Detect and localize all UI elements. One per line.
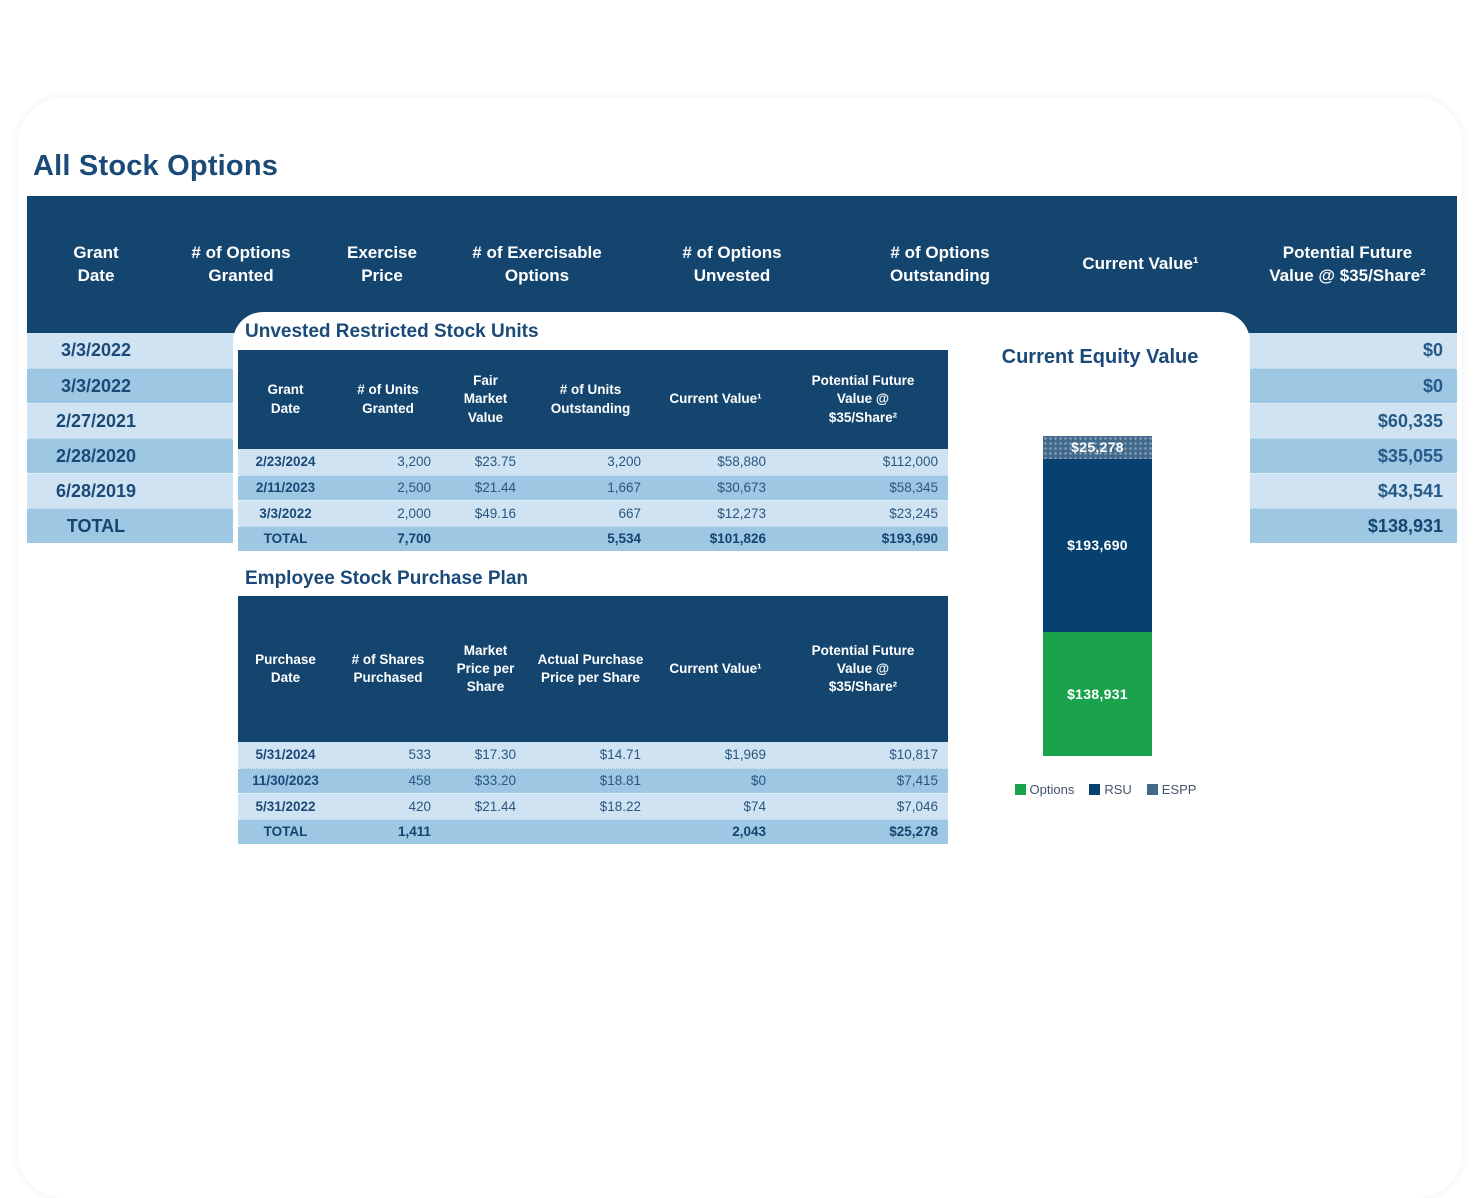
segment-label-rsu: $193,690 [1067,537,1128,554]
column-header-units-granted: # of Units Granted [357,382,419,416]
column-header-grant-date: Grant Date [267,382,304,416]
grant-date-cell: 3/3/2022 [60,375,132,396]
bar-segment-rsu [1043,459,1152,632]
potential-future-value-cell: $60,335 [1377,410,1443,431]
grant-date-cell: 6/28/2019 [55,480,137,501]
column-header-current-value: Current Value¹ [1082,254,1199,274]
table-row: 2/23/2024 3,200 $23.75 3,200 $58,880 $112,000 [238,449,948,475]
segment-label-options: $138,931 [1067,685,1128,702]
table-row: 11/30/2023 458 $33.20 $18.81 $0 $7,415 [238,768,948,794]
column-header-current-value: Current Value¹ [669,660,762,676]
legend-label: ESPP [1161,782,1197,797]
column-header-current-value: Current Value¹ [669,391,762,407]
legend-label: Options [1029,782,1075,797]
column-header-options-outstanding: # of Options Outstanding [889,242,991,285]
legend-item-rsu [1089,782,1131,797]
column-header-grant-date: Grant Date [73,242,119,285]
legend-swatch-espp [1147,784,1158,795]
table-row: 5/31/2022 420 $21.44 $18.22 $74 $7,046 [238,793,948,819]
grant-date-cell: 3/3/2022 [60,340,132,360]
rsu-section-title: Unvested Restricted Stock Units [245,321,539,342]
potential-future-value-cell: $35,055 [1377,445,1443,466]
chart-legend [998,782,1213,797]
espp-table [238,596,948,844]
column-header-shares-purchased: # of Shares Purchased [351,651,425,685]
table-row: 3/3/2022 2,000 $49.16 667 $12,273 $23,245 [238,500,948,526]
espp-section-title: Employee Stock Purchase Plan [245,568,529,589]
page-title: All Stock Options [33,150,279,182]
legend-label: RSU [1104,782,1132,797]
column-header-exercise-price: Exercise Price [347,242,417,285]
legend-item-espp [1147,782,1197,797]
column-header-market-price: Market Price per Share [456,642,515,695]
column-header-purchase-date: Purchase Date [255,651,316,685]
grant-date-cell: 2/28/2020 [55,445,137,466]
bar-segment-options [1043,632,1152,756]
chart-title: Current Equity Value [1001,346,1199,368]
column-header-units-outstanding: # of Units Outstanding [550,382,631,416]
grant-date-cell: 2/27/2021 [55,410,137,431]
column-header-potential-future-value: Potential Future Value @ $35/Share² [811,373,915,425]
column-header-potential-future-value: Potential Future Value @ $35/Share² [811,642,915,695]
table-row: 2/11/2023 2,500 $21.44 1,667 $30,673 $58,345 [238,475,948,501]
total-potential-future-value: $138,931 [1367,515,1443,536]
table-row: 5/31/2024 533 $17.30 $14.71 $1,969 $10,817 [238,742,948,768]
segment-label-espp: $25,278 [1071,439,1124,456]
legend-swatch-rsu [1089,784,1100,795]
table-total-row: TOTAL 7,700 5,534 $101,826 $193,690 [238,526,948,552]
total-label: TOTAL [66,515,126,536]
table-total-row: TOTAL 1,411 2,043 $25,278 [238,819,948,845]
column-header-actual-purchase-price: Actual Purchase Price per Share [537,651,644,685]
potential-future-value-cell: $0 [1422,340,1443,360]
column-header-potential-future-value: Potential Future Value @ $35/Share² [1269,242,1426,285]
current-equity-value-stacked-bar [1043,436,1152,756]
rsu-table [238,350,948,551]
column-header-options-granted: # of Options Granted [191,242,291,285]
column-header-fair-market-value: Fair Market Value [463,373,508,425]
legend-swatch-options [1015,784,1026,795]
legend-item-options [1015,782,1075,797]
rsu-table-header [238,350,948,449]
potential-future-value-cell: $0 [1422,375,1443,396]
espp-table-header [238,596,948,742]
potential-future-value-cell: $43,541 [1377,480,1443,501]
bar-segment-espp [1043,436,1152,459]
column-header-options-unvested: # of Options Unvested [682,242,782,285]
column-header-exercisable-options: # of Exercisable Options [472,242,602,285]
